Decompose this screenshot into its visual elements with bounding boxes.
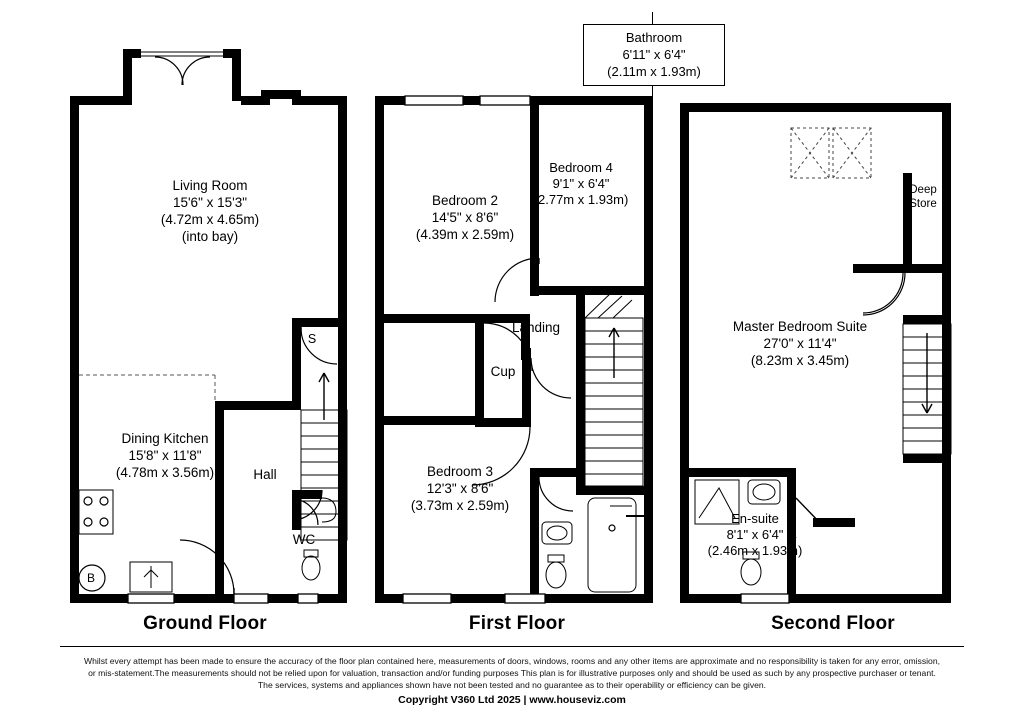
room-label-boiler	[78, 571, 104, 585]
room-name: Hall	[253, 467, 277, 482]
disclaimer-text: or mis-statement.The measurements should not be relied upon for valuation, transaction and/or funding purposes This plan is for illustrative purposes only and should be used as such by any prospective purchaser or tenant.	[88, 668, 936, 678]
room-label-store	[298, 332, 326, 347]
room-dim-metric: (2.46m x 1.93m)	[707, 543, 803, 558]
room-label-deep-store	[893, 183, 953, 211]
floor-title-text: Second Floor	[771, 613, 895, 634]
room-label-master-bedroom-suite	[690, 318, 910, 369]
room-label-bedroom-4	[508, 160, 654, 208]
room-dim-imperial: 14'5" x 8'6"	[431, 210, 499, 225]
floor-first	[370, 28, 660, 608]
ground-floor-drawing	[60, 28, 360, 613]
room-name: Master Bedroom Suite	[732, 319, 868, 334]
room-dim-metric: (2.77m x 1.93m)	[533, 192, 629, 207]
room-label-cupboard	[478, 364, 528, 379]
room-dim-imperial: 15'6" x 15'3"	[172, 195, 248, 210]
room-name: Bedroom 4	[549, 160, 613, 175]
room-name: Bedroom 3	[426, 464, 494, 479]
floor-title-first	[412, 613, 622, 635]
floor-title-ground	[100, 613, 310, 635]
callout-room-dim-metric: (2.11m x 1.93m)	[607, 64, 701, 79]
room-note: (into bay)	[181, 229, 239, 244]
room-label-en-suite	[680, 511, 830, 559]
room-label-living-room	[115, 177, 305, 245]
room-name: Landing	[511, 320, 561, 335]
room-name: WC	[292, 532, 316, 547]
room-label-bedroom-3	[380, 463, 540, 514]
callout-room-dim-imperial: 6'11" x 6'4"	[622, 47, 686, 62]
copyright-text: Copyright V360 Ltd 2025 | www.houseviz.com	[398, 694, 626, 706]
disclaimer-line-1	[0, 655, 1024, 667]
callout-room-name: Bathroom	[625, 30, 683, 45]
room-name: Dining Kitchen	[121, 431, 209, 446]
disclaimer-line-2	[0, 667, 1024, 679]
room-name: Cup	[490, 364, 516, 379]
room-name-2: Store	[909, 198, 937, 210]
room-dim-imperial: 12'3" x 8'6"	[426, 481, 494, 496]
callout-leader-line	[652, 12, 653, 25]
room-label-wc	[278, 532, 330, 547]
floor-title-text: Ground Floor	[143, 613, 267, 634]
copyright-notice	[0, 694, 1024, 706]
room-name: B	[86, 571, 95, 585]
room-dim-imperial: 15'8" x 11'8"	[128, 448, 202, 463]
room-dim-metric: (4.39m x 2.59m)	[415, 227, 515, 242]
room-label-landing	[496, 320, 576, 335]
floor-title-second	[728, 613, 938, 635]
disclaimer-line-3	[0, 679, 1024, 691]
room-dim-imperial: 8'1" x 6'4"	[726, 527, 784, 542]
room-label-hall	[235, 467, 295, 482]
room-dim-metric: (3.73m x 2.59m)	[410, 498, 510, 513]
room-dim-imperial: 27'0" x 11'4"	[763, 336, 837, 351]
room-dim-metric: (4.78m x 3.56m)	[115, 465, 215, 480]
room-name: En-suite	[731, 511, 779, 526]
footer-divider	[60, 646, 964, 647]
room-dim-imperial: 9'1" x 6'4"	[552, 176, 610, 191]
room-label-dining-kitchen	[70, 430, 260, 481]
room-name: Bedroom 2	[431, 193, 499, 208]
disclaimer-text: Whilst every attempt has been made to ensure the accuracy of the floor plan contained here, measurements of doors, windows, rooms and any other items are approximate and no responsibility is taken for any error, omission,	[84, 656, 940, 666]
room-dim-metric: (4.72m x 4.65m)	[160, 212, 260, 227]
floor-title-text: First Floor	[468, 613, 566, 634]
room-name: S	[307, 332, 317, 346]
room-name: Living Room	[172, 178, 248, 193]
room-name: Deep	[909, 184, 937, 196]
floor-ground	[60, 28, 350, 608]
disclaimer-text: The services, systems and appliances shown have not been tested and no guarantee as to their operability or efficiency can be given.	[257, 680, 767, 690]
room-dim-metric: (8.23m x 3.45m)	[750, 353, 850, 368]
